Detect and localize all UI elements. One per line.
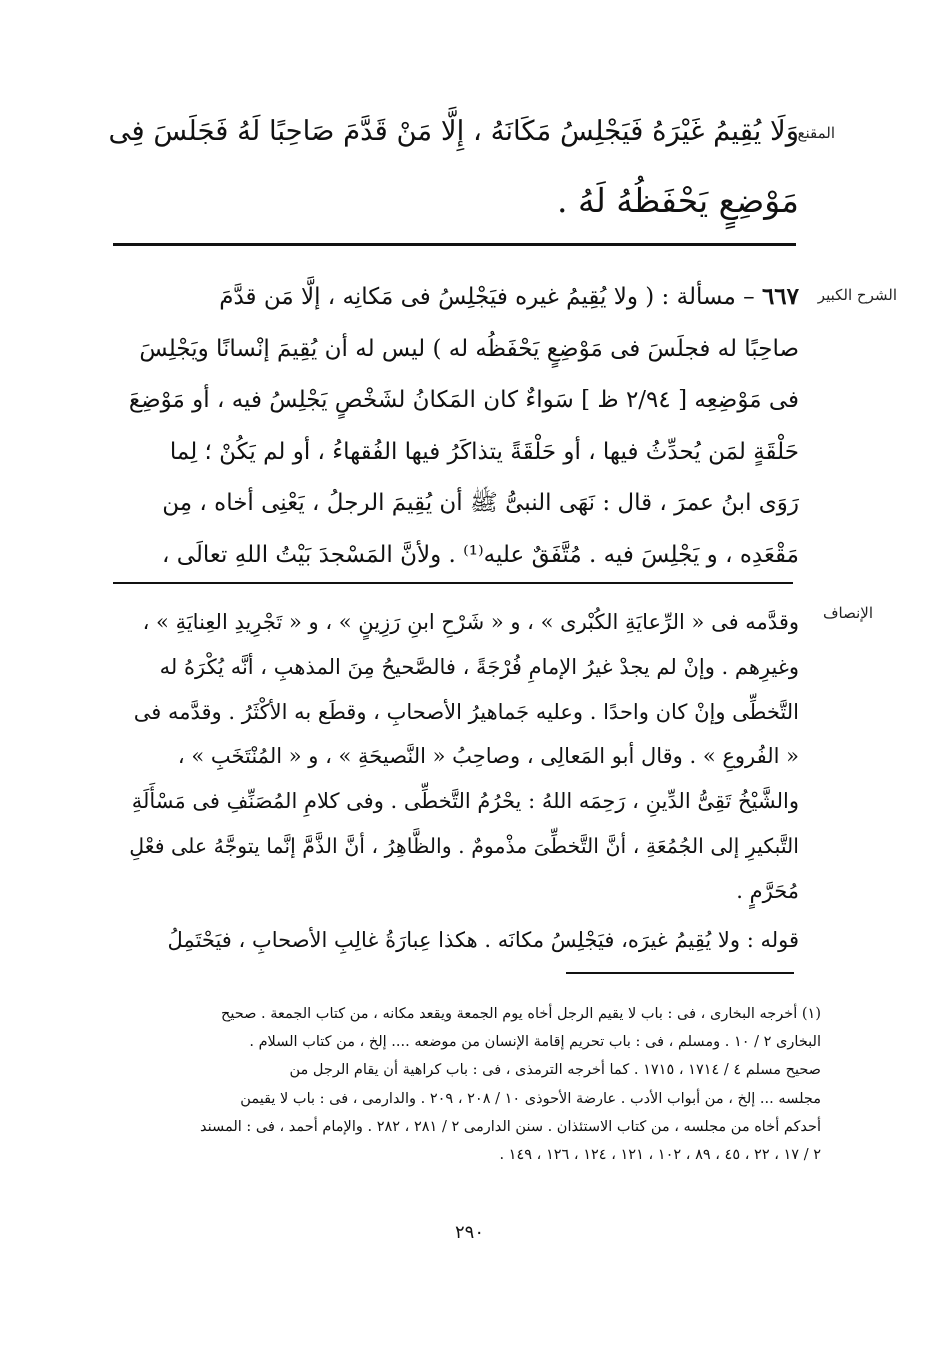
footnote-divider [566,972,794,974]
muqni-line-2: مَوْضِعٍ يَحْفَظُهُ لَهُ . [557,181,799,220]
insaf-line-2: وغيرِهم . وإنْ لم يجدْ غيرُ الإمامِ فُرْجَةً ، فالصَّحيحُ مِنَ المذهبِ ، أنَّه يُكْرَهُ له [159,654,799,679]
page-number: ٢٩٠ [454,1222,484,1243]
sharh-line-1 [119,271,799,324]
insaf-line-3: التَّخطِّى وإنْ كان واحدًا . وعليه جَماهيرُ الأصحابِ ، وقطَع به الأكْثَرُ . وقدَّمه فى [133,699,799,724]
muqni-text [109,96,799,236]
footnote-line-1: (١) أخرجه البخارى ، فى : باب لا يقيم الرجل أخاه يوم الجمعة ويقعد مكانه ، من كتاب الجمعة . صحيح [221,1006,821,1022]
footnote-line-6: ٢ / ١٧ ، ٢٢ ، ٤٥ ، ٨٩ ، ١٠٢ ، ١٢١ ، ١٢٤ ، ١٢٦ ، ١٤٩ . [499,1147,821,1164]
insaf-label: الإنصاف [822,604,873,622]
qawluhu-line: قوله : ولا يُقِيمُ غيرَه، فيَجْلِسُ مكانَه . هكذا عِبارَةُ غالِبِ الأصحابِ ، فيَحْتَمِلُ [167,928,799,952]
insaf-line-6: التَّبكيرِ إلى الجُمُعَةِ ، أنَّ التَّخطِّىَ مذْمومٌ . والظَّاهِرُ ، أنَّ الذَّمَّ إنَّما يتوجَّهُ على فعْلِ [129,833,799,858]
sharh-line-6: مَقْعَدِه ، و يَجْلِسَ فيه . مُتَّفَقٌ عليه⁽¹⁾ . ولأنَّ المَسْجدَ بَيْتُ اللهِ تعالَى ، [162,541,799,568]
sharh-line-3: فى مَوْضِعِه [ ٢/٩٤ ظ ] سَواءٌ كان المَكانُ لشَخْصٍ يَجْلِسُ فيه ، أو مَوْضِعَ [128,387,799,413]
sharh-line-5: رَوَى ابنُ عمرَ ، قال : نَهَى النبىُّ ﷺ أن يُقِيمَ الرجلُ ، يَعْنِى أخاه ، مِن [162,490,799,516]
sharh-line-4: حَلْقَةٍ لمَن يُحدِّثُ فيها ، أو حَلْقَةً يتذاكَرُ فيها الفُقهاءُ ، أو لم يَكُنْ ؛ لِما [169,438,799,465]
footnote-line-3: صحيح مسلم ٤ / ١٧١٤ ، ١٧١٥ . كما أخرجه الترمذى ، فى : باب كراهية أن يقام الرجل من [289,1062,821,1079]
insaf-line-4: « الفُروعِ » . وقال أبو المَعالِى ، وصاحِبُ « النَّصيحَةِ » ، و « المُنْتَخَبِ » ، [177,744,799,769]
sharh-label: الشرح الكبير [817,286,897,304]
insaf-line-7: مُحَرَّمٍ . [736,878,799,903]
issue-number: ٦٦٧ [761,283,799,310]
muqni-line-1: وَلَا يُقِيمُ غَيْرَهُ فَيَجْلِسُ مَكَانَهُ ، إِلَّا مَنْ قَدَّمَ صَاحِبًا لَهُ فَجَلَسَ فِى [108,115,799,147]
footnote-line-2: البخارى ٢ / ١٠ . ومسلم ، فى : باب تحريم إقامة الإنسان من موضعه .... إلخ ، من كتاب السلام . [249,1034,821,1051]
footnote-line-5: أحدكم أخاه من مجلسه ، من كتاب الاستئذان . سنن الدارمى ٢ / ٢٨١ ، ٢٨٢ . والإمام أحمد ، فى : المسند [200,1118,821,1135]
sharh-line-1-text: – مسألة : ( ولا يُقِيمُ غيره فيَجْلِسُ فى مَكانِه ، إلَّا مَن قدَّمَ [219,284,755,310]
sharh-text [119,271,799,581]
footnote-line-4: مجلسه ... إلخ ، من أبواب الأدب . عارضة الأحوذى ١٠ / ٢٠٨ ، ٢٠٩ . والدارمى ، فى : باب لا يقيمن [240,1090,821,1107]
sharh-line-2: صاحِبًا له فجلَسَ فى مَوْضِعٍ يَحْفَظُه له ) ليس له أن يُقِيمَ إنْسانًا ويَجْلِسَ [139,335,799,362]
insaf-line-5: والشَّيْخُ تَقِىُّ الدِّينِ ، رَحِمَه اللهُ : يحْرُمُ التَّخطِّى . وفى كلامِ المُصَنِّفِ فى مَسْأَلَةِ [131,789,799,814]
thin-divider [113,582,793,584]
insaf-text [119,600,799,914]
insaf-line-1: وقدَّمه فى « الرِّعايَةِ الكُبْرى » ، و « شَرْحِ ابنِ رَزِينٍ » ، و « تَجْرِيدِ العِنايَةِ » ، [142,610,799,634]
thick-divider [113,243,796,246]
muqni-label: المقنع [797,124,835,142]
footnote [121,1000,821,1169]
insaf-qawluhu [119,918,799,962]
